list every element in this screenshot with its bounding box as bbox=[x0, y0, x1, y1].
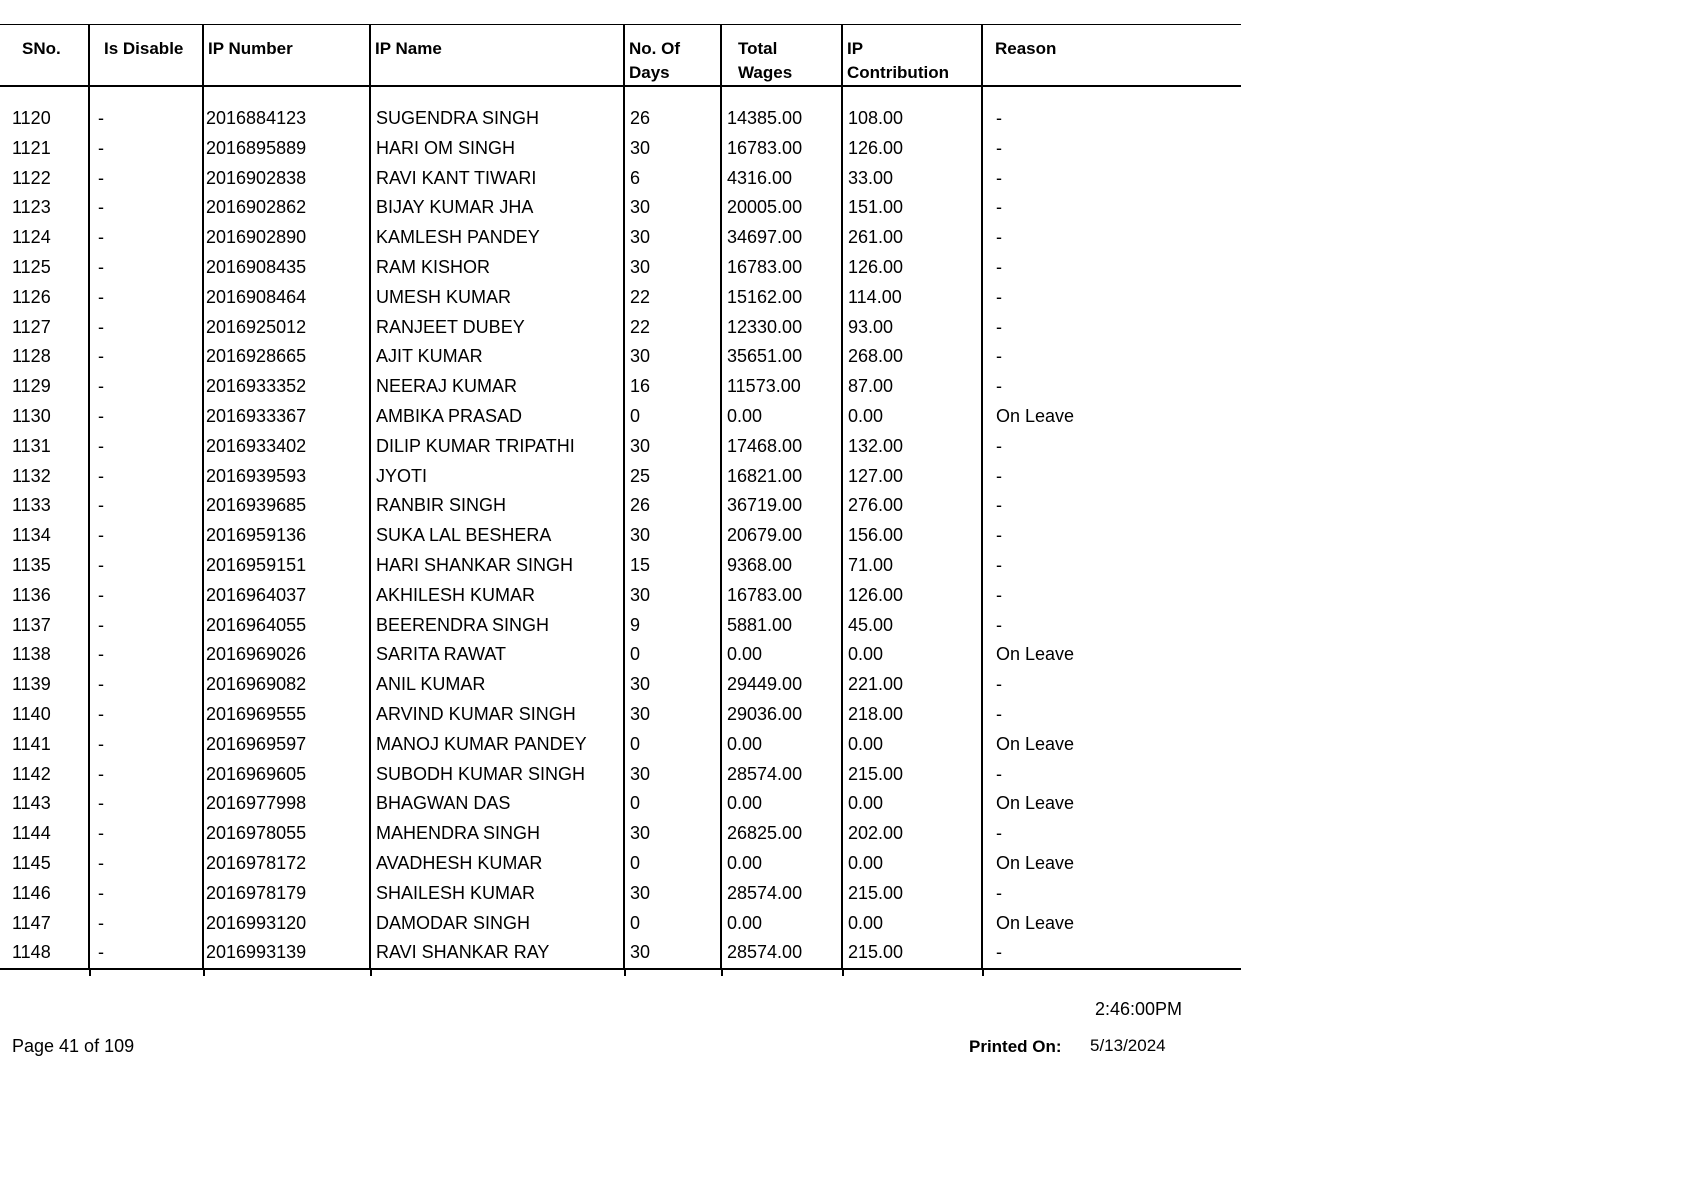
cell-is-disable: - bbox=[89, 402, 203, 432]
table-row bbox=[0, 611, 1241, 641]
cell-ip-contribution: 261.00 bbox=[842, 223, 982, 253]
cell-total-wages: 4316.00 bbox=[721, 164, 842, 194]
cell-ip-name: RAM KISHOR bbox=[370, 253, 624, 283]
table-row bbox=[0, 551, 1241, 581]
cell-is-disable: - bbox=[89, 611, 203, 641]
cell-ip-contribution: 33.00 bbox=[842, 164, 982, 194]
cell-is-disable: - bbox=[89, 462, 203, 492]
printed-date: 5/13/2024 bbox=[1090, 1036, 1166, 1055]
cell-ip-name: HARI OM SINGH bbox=[370, 134, 624, 164]
cell-ip-contribution: 215.00 bbox=[842, 760, 982, 790]
cell-sno: 1129 bbox=[12, 376, 51, 397]
cell-sno: 1146 bbox=[12, 882, 51, 903]
cell-ip-contribution: 268.00 bbox=[842, 342, 982, 372]
cell-ip-name: AKHILESH KUMAR bbox=[370, 581, 624, 611]
cell-ip-name: AJIT KUMAR bbox=[370, 342, 624, 372]
cell-is-disable: - bbox=[89, 938, 203, 969]
cell-ip-contribution: 0.00 bbox=[842, 909, 982, 939]
table-row bbox=[0, 789, 1241, 819]
cell-no-of-days: 26 bbox=[624, 491, 721, 521]
cell-no-of-days: 30 bbox=[624, 223, 721, 253]
cell-ip-number: 2016969026 bbox=[203, 640, 370, 670]
cell-reason: On Leave bbox=[982, 909, 1241, 939]
cell-sno: 1126 bbox=[12, 286, 51, 307]
cell-ip-number: 2016964037 bbox=[203, 581, 370, 611]
cell-total-wages: 0.00 bbox=[721, 849, 842, 879]
cell-ip-name: KAMLESH PANDEY bbox=[370, 223, 624, 253]
cell-ip-number: 2016902862 bbox=[203, 193, 370, 223]
cell-reason: - bbox=[982, 670, 1241, 700]
cell-total-wages: 14385.00 bbox=[721, 104, 842, 134]
table-row bbox=[0, 760, 1241, 790]
cell-total-wages: 15162.00 bbox=[721, 283, 842, 313]
header-is-disable: Is Disable bbox=[89, 25, 203, 87]
cell-sno: 1147 bbox=[12, 912, 51, 933]
cell-no-of-days: 30 bbox=[624, 134, 721, 164]
cell-no-of-days: 30 bbox=[624, 521, 721, 551]
cell-reason: - bbox=[982, 223, 1241, 253]
cell-sno: 1133 bbox=[12, 495, 51, 516]
cell-ip-name: AMBIKA PRASAD bbox=[370, 402, 624, 432]
cell-total-wages: 28574.00 bbox=[721, 879, 842, 909]
cell-no-of-days: 22 bbox=[624, 283, 721, 313]
cell-reason: - bbox=[982, 193, 1241, 223]
cell-is-disable: - bbox=[89, 789, 203, 819]
cell-total-wages: 36719.00 bbox=[721, 491, 842, 521]
cell-sno: 1128 bbox=[12, 346, 51, 367]
cell-ip-contribution: 202.00 bbox=[842, 819, 982, 849]
cell-ip-contribution: 218.00 bbox=[842, 700, 982, 730]
cell-no-of-days: 30 bbox=[624, 342, 721, 372]
cell-sno: 1125 bbox=[12, 256, 51, 277]
cell-is-disable: - bbox=[89, 909, 203, 939]
cell-ip-number: 2016993120 bbox=[203, 909, 370, 939]
tick-mark bbox=[842, 970, 844, 976]
cell-is-disable: - bbox=[89, 432, 203, 462]
cell-ip-contribution: 114.00 bbox=[842, 283, 982, 313]
table-row bbox=[0, 938, 1241, 969]
cell-ip-number: 2016964055 bbox=[203, 611, 370, 641]
cell-ip-contribution: 126.00 bbox=[842, 134, 982, 164]
table-row bbox=[0, 909, 1241, 939]
cell-ip-name: NEERAJ KUMAR bbox=[370, 372, 624, 402]
cell-total-wages: 16821.00 bbox=[721, 462, 842, 492]
cell-reason: - bbox=[982, 283, 1241, 313]
cell-sno: 1138 bbox=[12, 644, 51, 665]
cell-total-wages: 16783.00 bbox=[721, 581, 842, 611]
table-row bbox=[0, 730, 1241, 760]
cell-is-disable: - bbox=[89, 849, 203, 879]
cell-reason: - bbox=[982, 372, 1241, 402]
cell-no-of-days: 30 bbox=[624, 700, 721, 730]
table-row bbox=[0, 283, 1241, 313]
cell-reason: On Leave bbox=[982, 730, 1241, 760]
cell-ip-number: 2016939685 bbox=[203, 491, 370, 521]
cell-ip-contribution: 0.00 bbox=[842, 849, 982, 879]
header-sno: SNo. bbox=[0, 25, 89, 87]
cell-ip-contribution: 156.00 bbox=[842, 521, 982, 551]
cell-ip-number: 2016902890 bbox=[203, 223, 370, 253]
cell-reason: - bbox=[982, 462, 1241, 492]
cell-ip-contribution: 45.00 bbox=[842, 611, 982, 641]
cell-ip-contribution: 0.00 bbox=[842, 640, 982, 670]
cell-is-disable: - bbox=[89, 760, 203, 790]
table-row bbox=[0, 521, 1241, 551]
cell-reason: - bbox=[982, 551, 1241, 581]
cell-ip-number: 2016902838 bbox=[203, 164, 370, 194]
cell-ip-name: SUGENDRA SINGH bbox=[370, 104, 624, 134]
cell-no-of-days: 26 bbox=[624, 104, 721, 134]
cell-total-wages: 35651.00 bbox=[721, 342, 842, 372]
cell-reason: - bbox=[982, 342, 1241, 372]
cell-ip-number: 2016969555 bbox=[203, 700, 370, 730]
cell-ip-contribution: 215.00 bbox=[842, 879, 982, 909]
cell-reason: - bbox=[982, 491, 1241, 521]
cell-ip-number: 2016884123 bbox=[203, 104, 370, 134]
cell-is-disable: - bbox=[89, 670, 203, 700]
cell-sno: 1122 bbox=[12, 167, 51, 188]
cell-sno: 1123 bbox=[12, 197, 51, 218]
cell-total-wages: 5881.00 bbox=[721, 611, 842, 641]
tick-mark bbox=[370, 970, 372, 976]
cell-ip-name: RANBIR SINGH bbox=[370, 491, 624, 521]
cell-ip-name: ANIL KUMAR bbox=[370, 670, 624, 700]
cell-no-of-days: 0 bbox=[624, 730, 721, 760]
table-row bbox=[0, 581, 1241, 611]
cell-ip-number: 2016939593 bbox=[203, 462, 370, 492]
table-row bbox=[0, 164, 1241, 194]
cell-total-wages: 20679.00 bbox=[721, 521, 842, 551]
cell-ip-contribution: 0.00 bbox=[842, 730, 982, 760]
table-row bbox=[0, 819, 1241, 849]
cell-is-disable: - bbox=[89, 313, 203, 343]
table-row bbox=[0, 640, 1241, 670]
cell-is-disable: - bbox=[89, 700, 203, 730]
cell-total-wages: 0.00 bbox=[721, 789, 842, 819]
cell-total-wages: 12330.00 bbox=[721, 313, 842, 343]
cell-ip-contribution: 0.00 bbox=[842, 402, 982, 432]
cell-ip-name: DAMODAR SINGH bbox=[370, 909, 624, 939]
contribution-table bbox=[0, 24, 1241, 970]
cell-no-of-days: 30 bbox=[624, 879, 721, 909]
cell-is-disable: - bbox=[89, 879, 203, 909]
cell-ip-name: BHAGWAN DAS bbox=[370, 789, 624, 819]
cell-total-wages: 0.00 bbox=[721, 909, 842, 939]
cell-reason: - bbox=[982, 164, 1241, 194]
cell-sno: 1130 bbox=[12, 405, 51, 426]
cell-no-of-days: 0 bbox=[624, 789, 721, 819]
printed-on-label: Printed On: bbox=[969, 1037, 1062, 1056]
cell-no-of-days: 25 bbox=[624, 462, 721, 492]
cell-ip-number: 2016933402 bbox=[203, 432, 370, 462]
cell-ip-contribution: 93.00 bbox=[842, 313, 982, 343]
cell-ip-number: 2016978055 bbox=[203, 819, 370, 849]
cell-no-of-days: 0 bbox=[624, 849, 721, 879]
cell-ip-contribution: 108.00 bbox=[842, 104, 982, 134]
cell-sno: 1131 bbox=[12, 435, 51, 456]
cell-no-of-days: 16 bbox=[624, 372, 721, 402]
cell-total-wages: 16783.00 bbox=[721, 253, 842, 283]
cell-no-of-days: 9 bbox=[624, 611, 721, 641]
header-no-of-days: No. Of Days bbox=[624, 25, 721, 87]
cell-sno: 1136 bbox=[12, 584, 51, 605]
tick-mark bbox=[203, 970, 205, 976]
cell-total-wages: 26825.00 bbox=[721, 819, 842, 849]
cell-sno: 1120 bbox=[12, 108, 51, 128]
table-row bbox=[0, 849, 1241, 879]
cell-ip-name: DILIP KUMAR TRIPATHI bbox=[370, 432, 624, 462]
cell-ip-name: SUBODH KUMAR SINGH bbox=[370, 760, 624, 790]
cell-is-disable: - bbox=[89, 104, 203, 134]
cell-no-of-days: 30 bbox=[624, 253, 721, 283]
cell-reason: On Leave bbox=[982, 402, 1241, 432]
cell-total-wages: 20005.00 bbox=[721, 193, 842, 223]
cell-ip-name: RAVI KANT TIWARI bbox=[370, 164, 624, 194]
cell-ip-contribution: 87.00 bbox=[842, 372, 982, 402]
table-row bbox=[0, 670, 1241, 700]
cell-reason: - bbox=[982, 819, 1241, 849]
cell-no-of-days: 0 bbox=[624, 909, 721, 939]
cell-ip-name: SARITA RAWAT bbox=[370, 640, 624, 670]
cell-ip-name: RANJEET DUBEY bbox=[370, 313, 624, 343]
cell-sno: 1137 bbox=[12, 614, 51, 635]
cell-ip-contribution: 215.00 bbox=[842, 938, 982, 969]
cell-is-disable: - bbox=[89, 283, 203, 313]
cell-ip-name: SUKA LAL BESHERA bbox=[370, 521, 624, 551]
cell-ip-number: 2016908435 bbox=[203, 253, 370, 283]
cell-ip-name: MANOJ KUMAR PANDEY bbox=[370, 730, 624, 760]
cell-ip-number: 2016969597 bbox=[203, 730, 370, 760]
cell-reason: On Leave bbox=[982, 789, 1241, 819]
tick-mark bbox=[982, 970, 984, 976]
cell-ip-number: 2016969605 bbox=[203, 760, 370, 790]
header-ip-number: IP Number bbox=[203, 25, 370, 87]
cell-ip-number: 2016933367 bbox=[203, 402, 370, 432]
table-row bbox=[0, 462, 1241, 492]
header-ip-name: IP Name bbox=[370, 25, 624, 87]
cell-total-wages: 16783.00 bbox=[721, 134, 842, 164]
cell-is-disable: - bbox=[89, 730, 203, 760]
cell-is-disable: - bbox=[89, 193, 203, 223]
cell-ip-contribution: 276.00 bbox=[842, 491, 982, 521]
cell-ip-contribution: 127.00 bbox=[842, 462, 982, 492]
table-body bbox=[0, 86, 1241, 969]
cell-total-wages: 28574.00 bbox=[721, 938, 842, 969]
cell-sno: 1145 bbox=[12, 852, 51, 873]
header-total-wages: Total Wages bbox=[721, 25, 842, 87]
cell-ip-number: 2016959136 bbox=[203, 521, 370, 551]
cell-ip-number: 2016993139 bbox=[203, 938, 370, 969]
cell-sno: 1148 bbox=[0, 938, 89, 969]
cell-no-of-days: 30 bbox=[624, 581, 721, 611]
cell-sno: 1124 bbox=[12, 227, 51, 248]
cell-no-of-days: 22 bbox=[624, 313, 721, 343]
cell-ip-contribution: 151.00 bbox=[842, 193, 982, 223]
cell-sno: 1134 bbox=[12, 525, 51, 546]
table-row bbox=[0, 134, 1241, 164]
cell-no-of-days: 6 bbox=[624, 164, 721, 194]
cell-sno: 1127 bbox=[12, 316, 51, 337]
cell-reason: - bbox=[982, 134, 1241, 164]
cell-sno: 1142 bbox=[12, 763, 51, 784]
table-row bbox=[0, 313, 1241, 343]
cell-reason: - bbox=[982, 253, 1241, 283]
cell-no-of-days: 30 bbox=[624, 193, 721, 223]
cell-is-disable: - bbox=[89, 372, 203, 402]
cell-is-disable: - bbox=[89, 134, 203, 164]
table-row bbox=[0, 104, 1241, 134]
table-row bbox=[0, 223, 1241, 253]
cell-sno: 1140 bbox=[12, 703, 51, 724]
cell-ip-name: SHAILESH KUMAR bbox=[370, 879, 624, 909]
cell-sno: 1143 bbox=[12, 793, 51, 814]
cell-ip-number: 2016925012 bbox=[203, 313, 370, 343]
cell-no-of-days: 15 bbox=[624, 551, 721, 581]
cell-no-of-days: 30 bbox=[624, 432, 721, 462]
table-row bbox=[0, 879, 1241, 909]
contribution-report bbox=[0, 24, 1241, 970]
cell-ip-number: 2016933352 bbox=[203, 372, 370, 402]
cell-reason: - bbox=[982, 879, 1241, 909]
table-row bbox=[0, 193, 1241, 223]
cell-total-wages: 34697.00 bbox=[721, 223, 842, 253]
page-number: Page 41 of 109 bbox=[12, 1036, 135, 1056]
cell-reason: - bbox=[982, 938, 1241, 969]
cell-no-of-days: 30 bbox=[624, 819, 721, 849]
cell-ip-number: 2016895889 bbox=[203, 134, 370, 164]
cell-ip-contribution: 126.00 bbox=[842, 253, 982, 283]
cell-total-wages: 17468.00 bbox=[721, 432, 842, 462]
cell-reason: - bbox=[982, 313, 1241, 343]
cell-total-wages: 0.00 bbox=[721, 730, 842, 760]
cell-is-disable: - bbox=[89, 164, 203, 194]
tick-mark bbox=[89, 970, 91, 976]
cell-ip-contribution: 221.00 bbox=[842, 670, 982, 700]
cell-ip-name: JYOTI bbox=[370, 462, 624, 492]
table-header bbox=[0, 25, 1241, 87]
table-row bbox=[0, 700, 1241, 730]
cell-ip-name: UMESH KUMAR bbox=[370, 283, 624, 313]
cell-ip-name: RAVI SHANKAR RAY bbox=[370, 938, 624, 969]
cell-reason: - bbox=[982, 521, 1241, 551]
cell-no-of-days: 30 bbox=[624, 670, 721, 700]
table-row bbox=[0, 491, 1241, 521]
cell-sno: 1132 bbox=[12, 465, 51, 486]
cell-is-disable: - bbox=[89, 819, 203, 849]
cell-ip-name: MAHENDRA SINGH bbox=[370, 819, 624, 849]
cell-ip-contribution: 71.00 bbox=[842, 551, 982, 581]
cell-reason: On Leave bbox=[982, 640, 1241, 670]
cell-ip-number: 2016969082 bbox=[203, 670, 370, 700]
cell-ip-name: AVADHESH KUMAR bbox=[370, 849, 624, 879]
cell-sno: 1135 bbox=[12, 554, 51, 575]
cell-no-of-days: 0 bbox=[624, 402, 721, 432]
cell-ip-number: 2016977998 bbox=[203, 789, 370, 819]
cell-sno: 1144 bbox=[12, 823, 51, 844]
cell-is-disable: - bbox=[89, 581, 203, 611]
cell-total-wages: 9368.00 bbox=[721, 551, 842, 581]
cell-is-disable: - bbox=[89, 521, 203, 551]
header-ip-contribution: IP Contribution bbox=[842, 25, 982, 87]
cell-ip-name: ARVIND KUMAR SINGH bbox=[370, 700, 624, 730]
cell-is-disable: - bbox=[89, 551, 203, 581]
cell-reason: - bbox=[982, 432, 1241, 462]
table-row bbox=[0, 342, 1241, 372]
cell-total-wages: 28574.00 bbox=[721, 760, 842, 790]
cell-ip-number: 2016978179 bbox=[203, 879, 370, 909]
cell-ip-number: 2016978172 bbox=[203, 849, 370, 879]
cell-is-disable: - bbox=[89, 223, 203, 253]
cell-sno: 1141 bbox=[12, 733, 51, 754]
cell-ip-number: 2016908464 bbox=[203, 283, 370, 313]
cell-ip-number: 2016928665 bbox=[203, 342, 370, 372]
cell-total-wages: 11573.00 bbox=[721, 372, 842, 402]
table-bottom-ticks bbox=[0, 970, 1241, 976]
cell-ip-contribution: 126.00 bbox=[842, 581, 982, 611]
table-row bbox=[0, 432, 1241, 462]
cell-total-wages: 0.00 bbox=[721, 402, 842, 432]
header-reason: Reason bbox=[982, 25, 1241, 87]
cell-ip-contribution: 0.00 bbox=[842, 789, 982, 819]
cell-is-disable: - bbox=[89, 640, 203, 670]
tick-mark bbox=[721, 970, 723, 976]
cell-is-disable: - bbox=[89, 253, 203, 283]
cell-total-wages: 29449.00 bbox=[721, 670, 842, 700]
cell-ip-number: 2016959151 bbox=[203, 551, 370, 581]
cell-no-of-days: 30 bbox=[624, 938, 721, 969]
cell-reason: - bbox=[982, 104, 1241, 134]
table-row bbox=[0, 402, 1241, 432]
cell-ip-name: BIJAY KUMAR JHA bbox=[370, 193, 624, 223]
cell-sno: 1139 bbox=[12, 674, 51, 695]
cell-ip-contribution: 132.00 bbox=[842, 432, 982, 462]
cell-total-wages: 29036.00 bbox=[721, 700, 842, 730]
cell-ip-name: BEERENDRA SINGH bbox=[370, 611, 624, 641]
cell-is-disable: - bbox=[89, 342, 203, 372]
cell-reason: - bbox=[982, 581, 1241, 611]
cell-reason: - bbox=[982, 700, 1241, 730]
cell-no-of-days: 30 bbox=[624, 760, 721, 790]
cell-sno: 1121 bbox=[12, 137, 51, 158]
table-row bbox=[0, 372, 1241, 402]
cell-is-disable: - bbox=[89, 491, 203, 521]
cell-reason: - bbox=[982, 611, 1241, 641]
cell-reason: On Leave bbox=[982, 849, 1241, 879]
cell-reason: - bbox=[982, 760, 1241, 790]
cell-no-of-days: 0 bbox=[624, 640, 721, 670]
cell-ip-name: HARI SHANKAR SINGH bbox=[370, 551, 624, 581]
table-row bbox=[0, 253, 1241, 283]
printed-time: 2:46:00PM bbox=[1095, 999, 1183, 1019]
cell-total-wages: 0.00 bbox=[721, 640, 842, 670]
tick-mark bbox=[624, 970, 626, 976]
table-spacer-row bbox=[0, 86, 1241, 104]
